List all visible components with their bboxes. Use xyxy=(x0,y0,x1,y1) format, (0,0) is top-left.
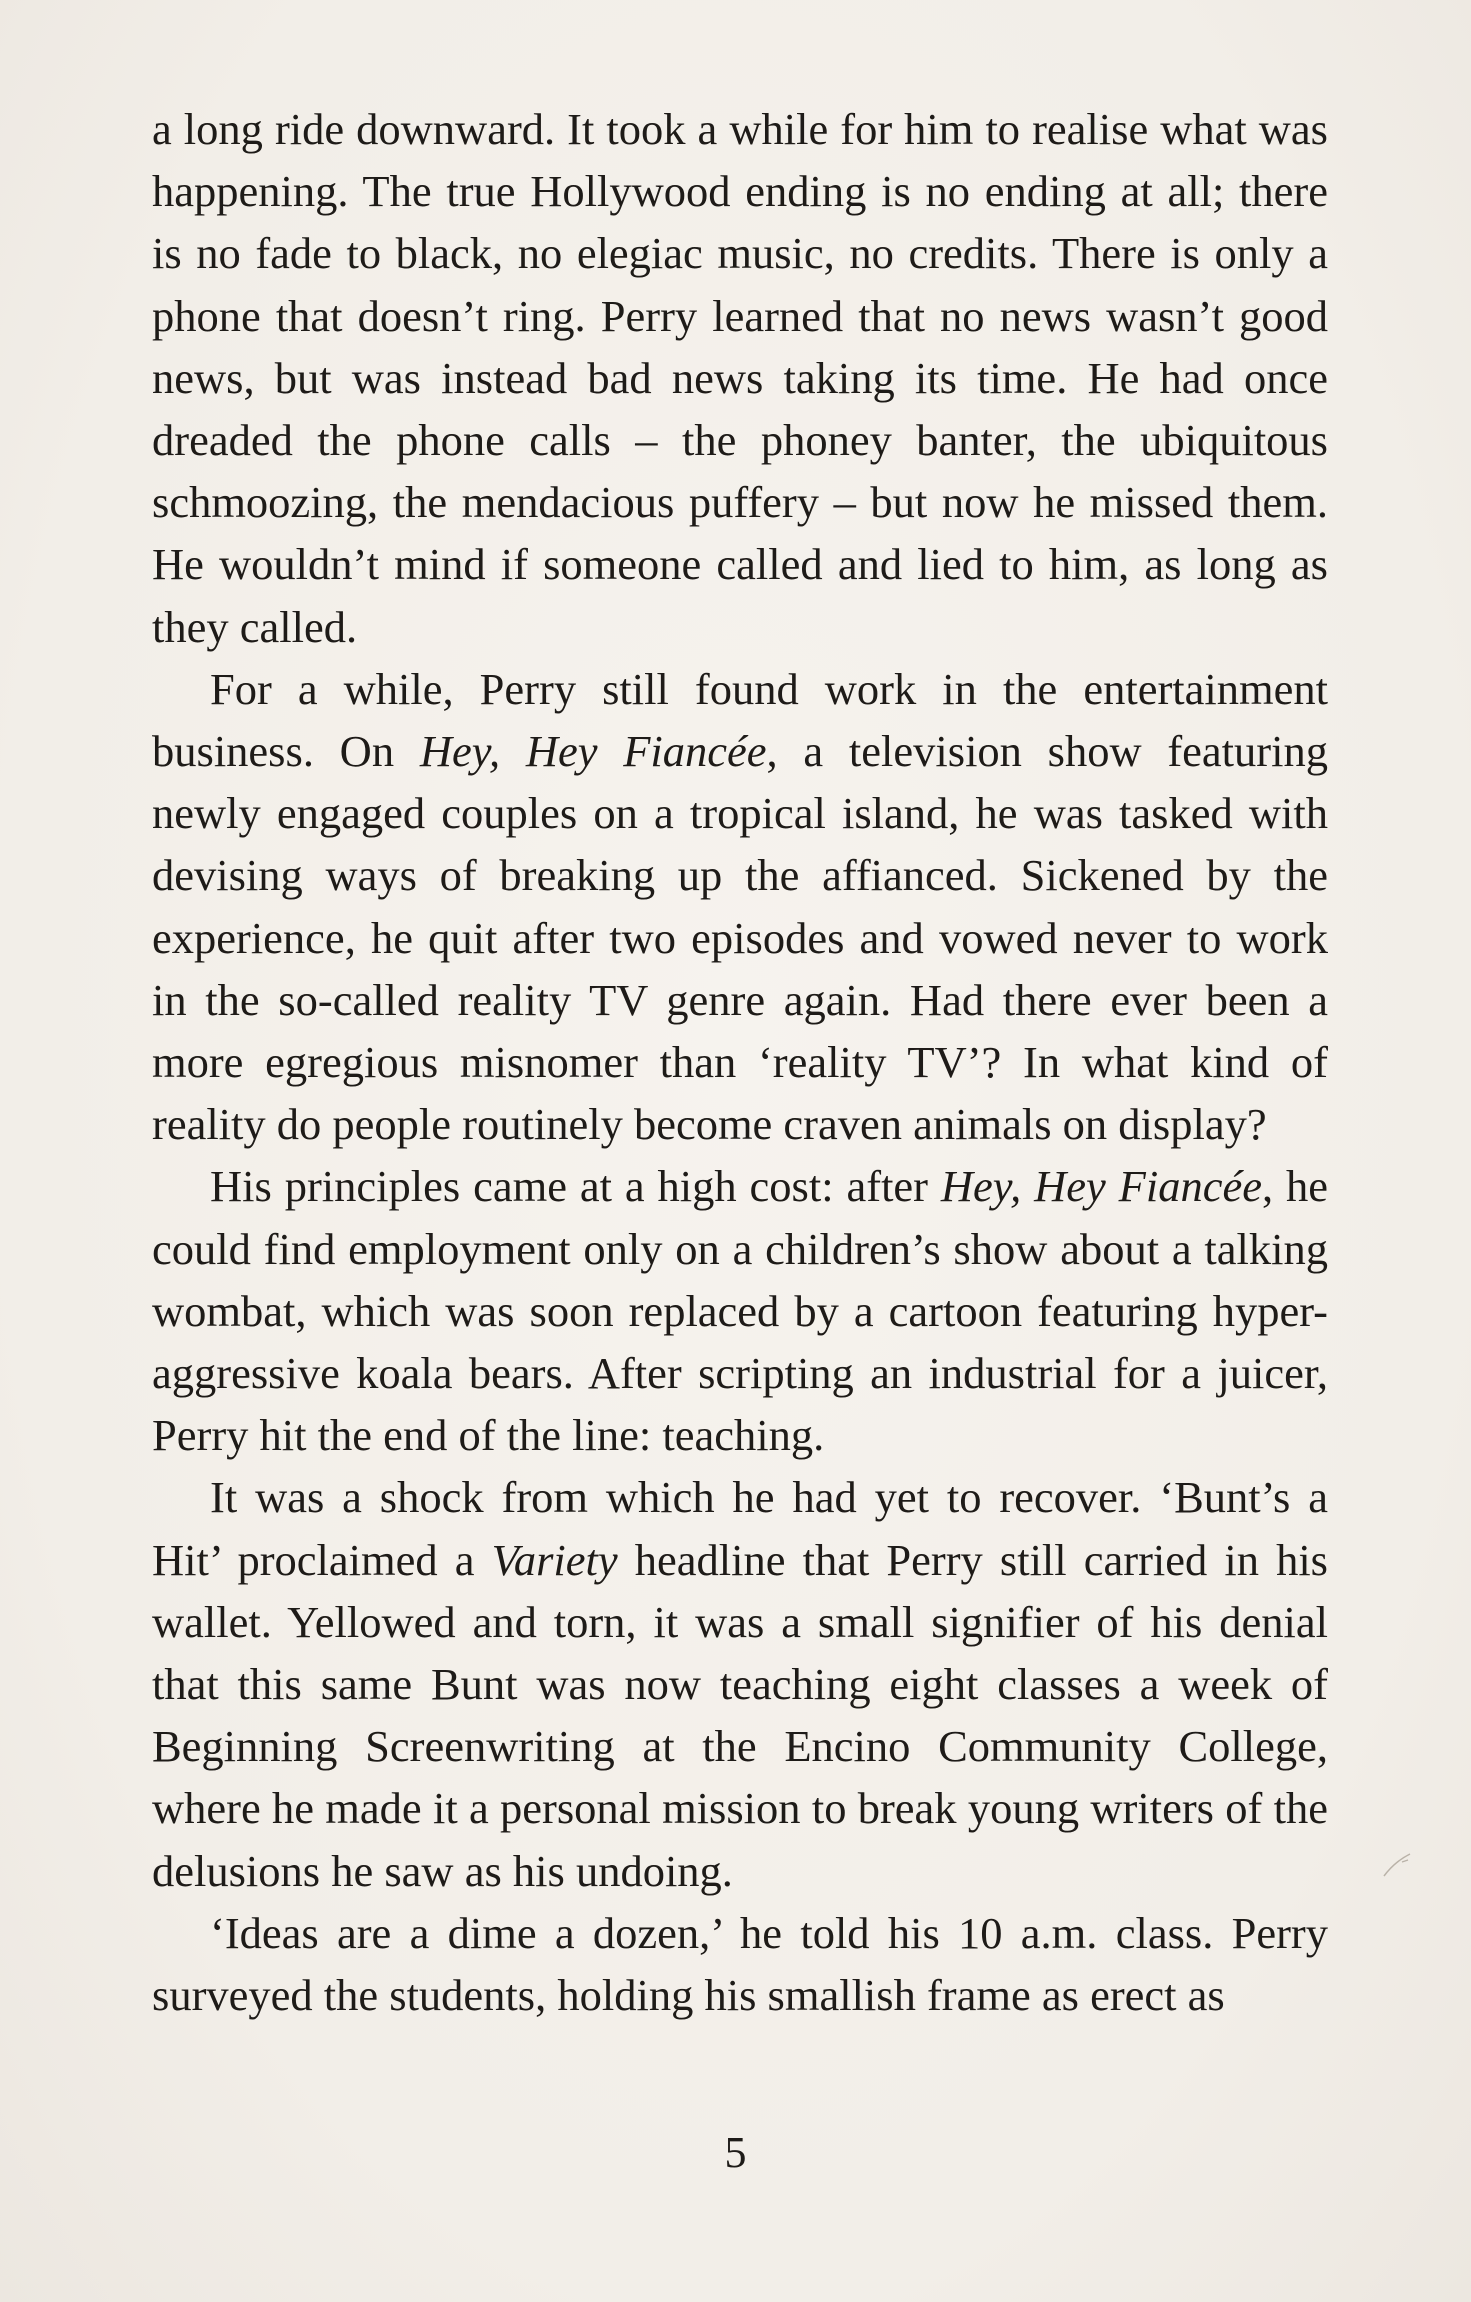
page-number: 5 xyxy=(724,2128,747,2177)
paragraph-2-text-b: , a television show featuring newly engaged couples on a tropical island, he was tasked with devising ways of breaking up the affianced. Sickened by the experience, he quit after two episodes and vowed never to work in the so-called reality TV genre again. Had there ever been a more egregious misnomer than ‘reality TV’? In what kind of reality do people routinely become craven animals on display? xyxy=(152,726,1328,1150)
show-title-italic: Hey, Hey Fiancée xyxy=(419,726,767,777)
body-text xyxy=(152,98,1328,2026)
paragraph-4-text-a: It was a shock from which he had yet to recover. ‘Bunt’s a Hit’ proclaimed a xyxy=(152,1472,1328,1585)
pencil-mark-icon xyxy=(1380,1850,1416,1880)
paragraph-2-text-a: For a while, Perry still found work in the entertainment business. On xyxy=(152,663,1328,777)
paragraph-3 xyxy=(152,1155,1328,1466)
paragraph-3-text-a: His principles came at a high cost: after xyxy=(210,1161,941,1212)
paragraph-1 xyxy=(152,98,1328,658)
publication-title-italic: Variety xyxy=(491,1534,618,1585)
paragraph-4-text-b: headline that Perry still carried in his wallet. Yellowed and torn, it was a small signifier of his denial that this same Bunt was now teaching eight classes a week of Beginning Screenwriting at the Encino Community College, where he made it a personal mission to break young writers of the delusions he saw as his undoing. xyxy=(152,1534,1329,1896)
paragraph-2 xyxy=(152,658,1328,1156)
paragraph-4 xyxy=(152,1466,1328,1901)
paragraph-3-text-b: , he could find employment only on a children’s show about a talking wombat, which was soon replaced by a cartoon featuring hyper-aggressive koala bears. After scripting an industrial for a juicer, Perry hit the end of the line: teaching. xyxy=(152,1161,1328,1461)
show-title-italic: Hey, Hey Fiancée xyxy=(940,1161,1262,1212)
paragraph-5-text: ‘Ideas are a dime a dozen,’ he told his 10 a.m. class. Perry surveyed the students, holding his smallish frame as erect as xyxy=(152,1907,1328,2021)
paragraph-5 xyxy=(152,1902,1328,2026)
paragraph-1-text: a long ride downward. It took a while for him to realise what was happening. The true Hollywood ending is no ending at all; there is no fade to black, no elegiac music, no credits. There is only a phone that doesn’t ring. Perry learned that no news wasn’t good news, but was instead bad news taking its time. He had once dreaded the phone calls – the phoney banter, the ubiquitous schmoozing, the mendacious puffery – but now he missed them. He wouldn’t mind if someone called and lied to him, as long as they called. xyxy=(152,104,1328,652)
